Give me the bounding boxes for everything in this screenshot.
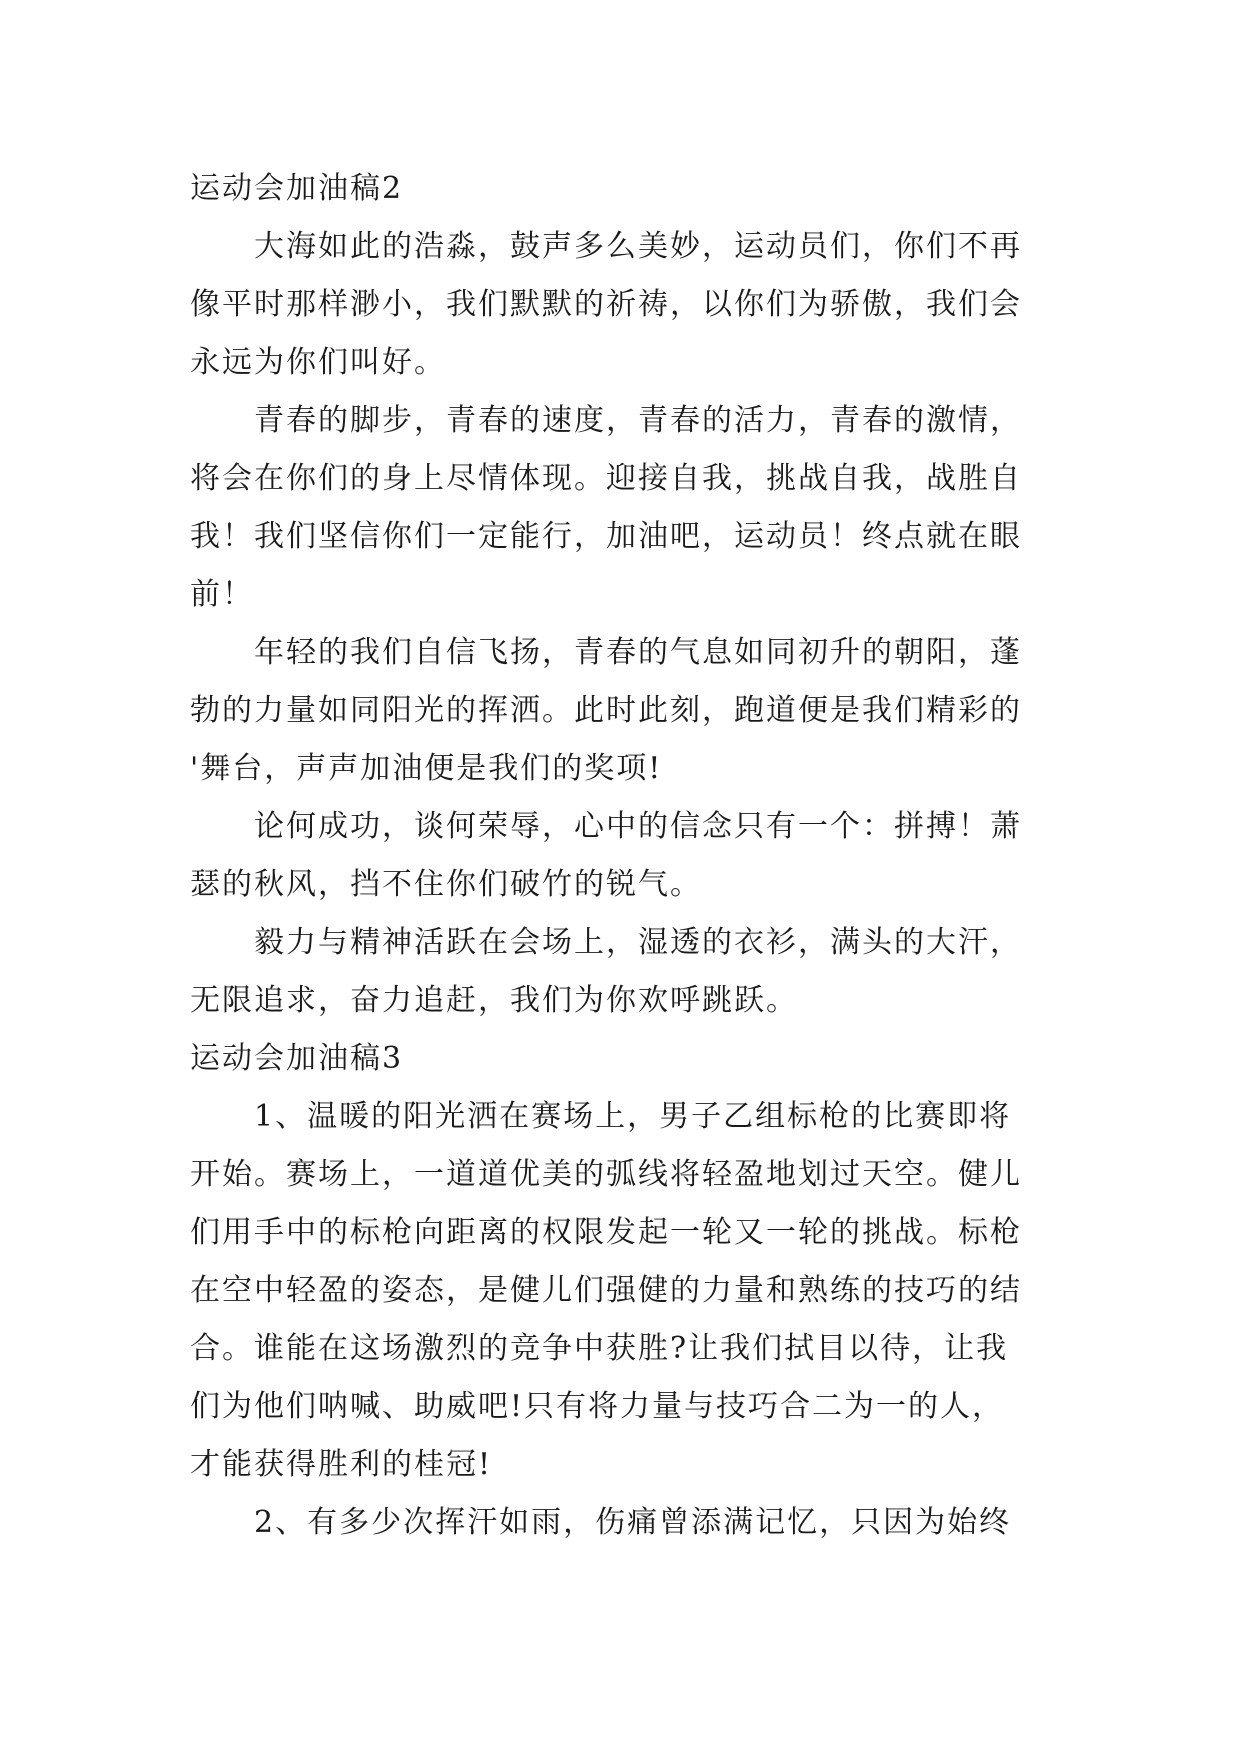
text-line: 论何成功，谈何荣辱，心中的信念只有一个：拼搏！萧	[254, 809, 1022, 844]
text-line: 们为他们呐喊、助威吧!只有将力量与技巧合二为一的人，	[190, 1389, 1005, 1424]
document-page	[190, 160, 1070, 1552]
text-line: '舞台，声声加油便是我们的奖项!	[190, 751, 663, 786]
text-line: 青春的脚步，青春的速度，青春的活力，青春的激情，	[254, 403, 1022, 438]
text-line: 在空中轻盈的姿态，是健儿们强健的力量和熟练的技巧的结	[190, 1273, 1022, 1308]
text-line: 们用手中的标枪向距离的权限发起一轮又一轮的挑战。标枪	[190, 1215, 1022, 1250]
text-line: 无限追求，奋力追赶，我们为你欢呼跳跃。	[190, 983, 798, 1018]
text-line: 1、温暖的阳光洒在赛场上，男子乙组标枪的比赛即将	[254, 1099, 1012, 1134]
text-line: 像平时那样渺小，我们默默的祈祷，以你们为骄傲，我们会	[190, 287, 1022, 322]
text-line: 前！	[190, 577, 254, 612]
text-line: 毅力与精神活跃在会场上，湿透的衣衫，满头的大汗，	[254, 925, 1022, 960]
text-line: 才能获得胜利的桂冠!	[190, 1447, 493, 1482]
text-line: 2、有多少次挥汗如雨，伤痛曾添满记忆，只因为始终	[254, 1505, 1012, 1540]
text-line: 将会在你们的身上尽情体现。迎接自我，挑战自我，战胜自	[190, 461, 1022, 496]
text-line: 瑟的秋风，挡不住你们破竹的锐气。	[190, 867, 702, 902]
text-line: 永远为你们叫好。	[190, 345, 446, 380]
text-line: 开始。赛场上，一道道优美的弧线将轻盈地划过天空。健儿	[190, 1157, 1022, 1192]
section-heading: 运动会加油稿2	[190, 171, 404, 206]
text-line: 我！我们坚信你们一定能行，加油吧，运动员！终点就在眼	[190, 519, 1022, 554]
text-line: 年轻的我们自信飞扬，青春的气息如同初升的朝阳，蓬	[254, 635, 1022, 670]
text-line: 勃的力量如同阳光的挥洒。此时此刻，跑道便是我们精彩的	[190, 693, 1022, 728]
text-line: 大海如此的浩淼，鼓声多么美妙，运动员们，你们不再	[254, 229, 1022, 264]
section-heading: 运动会加油稿3	[190, 1041, 404, 1076]
text-line: 合。谁能在这场激烈的竞争中获胜?让我们拭目以待，让我	[190, 1331, 1009, 1366]
